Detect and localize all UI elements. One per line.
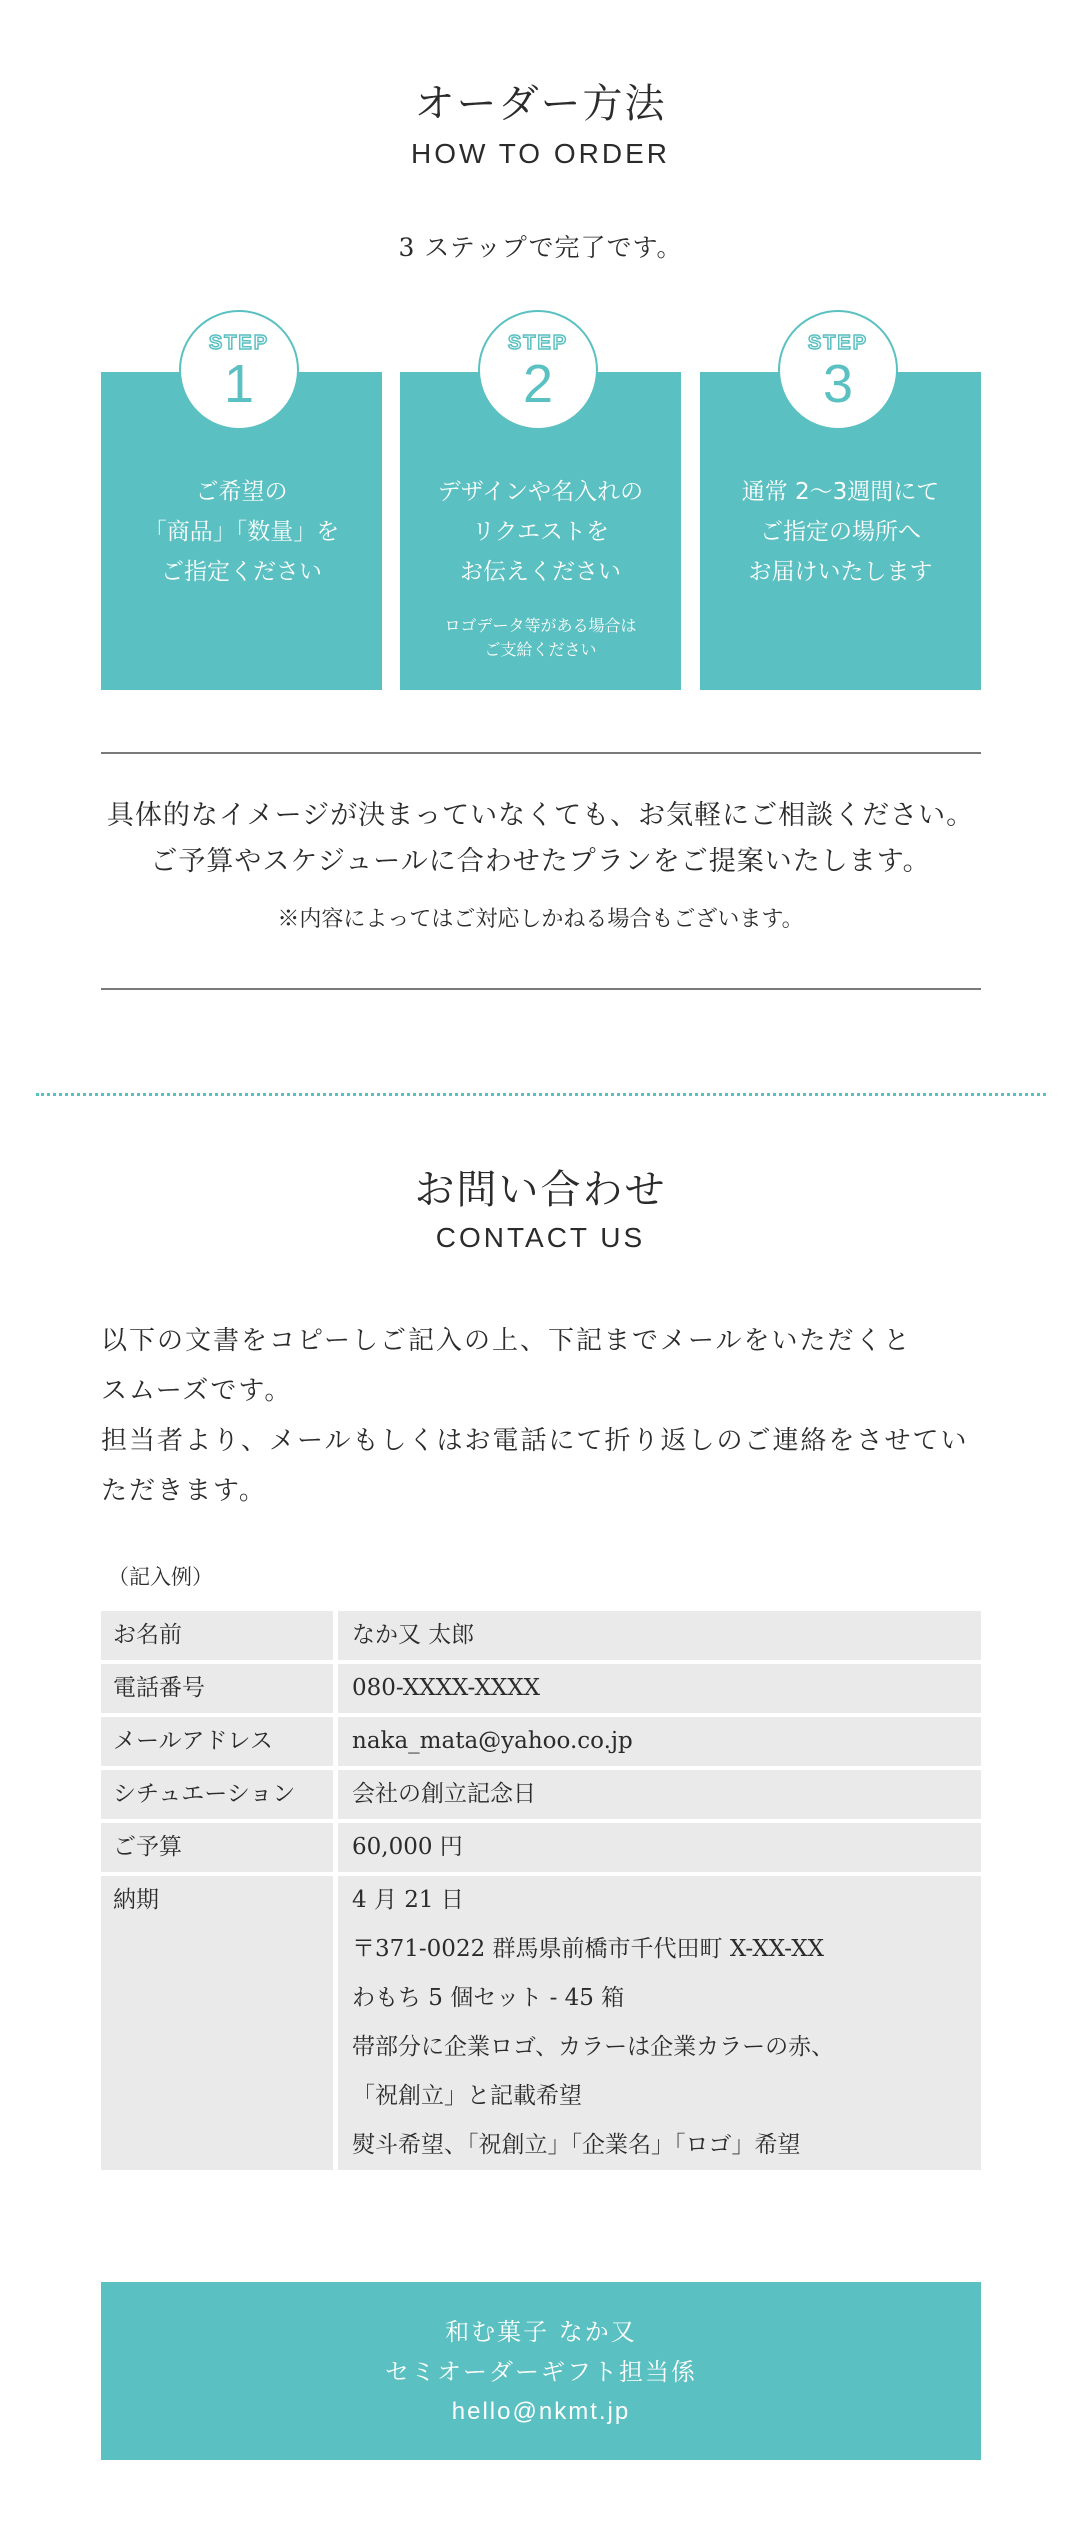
row-label: お名前 xyxy=(101,1611,338,1660)
table-row xyxy=(101,1664,981,1713)
step-card-1 xyxy=(101,332,382,690)
step-line: リクエストを xyxy=(471,519,610,545)
intro-line: ただきます。 xyxy=(101,1476,267,1506)
step-line: お伝えください xyxy=(460,559,621,585)
step-word: STEP xyxy=(208,332,270,354)
row-label: ご予算 xyxy=(101,1823,338,1872)
step-line: 通常 2〜3週間にて xyxy=(741,479,940,505)
step-badge-3 xyxy=(778,310,898,430)
example-table xyxy=(101,1607,981,2174)
intro-line: スムーズです。 xyxy=(101,1376,293,1406)
step-badge-2 xyxy=(478,310,598,430)
section-separator xyxy=(36,1093,1046,1096)
value-line: 帯部分に企業ロゴ、カラーは企業カラーの赤、 xyxy=(352,2034,835,2060)
step-card-2 xyxy=(400,332,681,690)
value-line: わもち 5 個セット - 45 箱 xyxy=(352,1985,625,2011)
row-value-multiline xyxy=(338,1876,981,2170)
step-word: STEP xyxy=(807,332,869,354)
shop-name: 和む菓子 なか又 xyxy=(445,2318,637,2346)
row-value: 080-XXXX-XXXX xyxy=(338,1664,981,1713)
contact-intro xyxy=(101,1316,991,1516)
value-line: 熨斗希望、「祝創立」「企業名」「ロゴ」希望 xyxy=(352,2132,801,2158)
example-label: （記入例） xyxy=(108,1565,213,1589)
consult-message-line: ご予算やスケジュールに合わせたプランをご提案いたします。 xyxy=(150,846,931,877)
step-description xyxy=(101,472,382,592)
contact-email-link[interactable]: hello@nkmt.jp xyxy=(451,2398,631,2425)
contact-footer xyxy=(101,2282,981,2460)
step-line: デザインや名入れの xyxy=(437,479,644,505)
table-row xyxy=(101,1717,981,1766)
intro-line: 以下の文書をコピーしご記入の上、下記までメールをいただくと xyxy=(101,1326,912,1356)
step-description xyxy=(400,472,681,592)
step-line: ご希望の xyxy=(195,479,288,505)
order-title-en: HOW TO ORDER xyxy=(411,138,670,169)
table-row xyxy=(101,1611,981,1660)
department-name: セミオーダーギフト担当係 xyxy=(385,2358,697,2386)
row-label: 納期 xyxy=(101,1876,338,2170)
step-line: ご指定の場所へ xyxy=(760,519,921,545)
order-title: オーダー方法 xyxy=(414,81,667,127)
step-line: 「商品」「数量」を xyxy=(143,519,340,545)
row-value: 60,000 円 xyxy=(338,1823,981,1872)
step-line: ご指定ください xyxy=(161,559,322,585)
step-number: 3 xyxy=(822,354,854,414)
step-number: 2 xyxy=(522,354,554,414)
consult-message-line: 具体的なイメージが決まっていなくても、お気軽にご相談ください。 xyxy=(106,800,975,831)
step-card-3 xyxy=(700,332,981,690)
step-word: STEP xyxy=(507,332,569,354)
row-value: naka_mata@yahoo.co.jp xyxy=(338,1717,981,1766)
step-description xyxy=(700,472,981,592)
step-note xyxy=(400,614,681,662)
divider xyxy=(101,752,981,754)
intro-line: 担当者より、メールもしくはお電話にて折り返しのご連絡をさせてい xyxy=(101,1426,969,1456)
value-line: 「祝創立」と記載希望 xyxy=(352,2083,582,2109)
contact-title-en: CONTACT US xyxy=(435,1222,646,1253)
step-note-line: ご支給ください xyxy=(484,640,597,659)
row-label: メールアドレス xyxy=(101,1717,338,1766)
order-subtitle: 3 ステップで完了です。 xyxy=(398,233,683,262)
table-row xyxy=(101,1770,981,1819)
contact-title: お問い合わせ xyxy=(414,1167,667,1213)
step-number: 1 xyxy=(223,354,255,414)
table-row xyxy=(101,1823,981,1872)
disclaimer-note: ※内容によってはご対応しかねる場合もございます。 xyxy=(277,907,804,932)
step-badge-1 xyxy=(179,310,299,430)
row-label: 電話番号 xyxy=(101,1664,338,1713)
row-value: なか又 太郎 xyxy=(338,1611,981,1660)
value-line: 〒371-0022 群馬県前橋市千代田町 X-XX-XX xyxy=(352,1936,824,1962)
value-line: 4 月 21 日 xyxy=(352,1887,464,1913)
row-value: 会社の創立記念日 xyxy=(338,1770,981,1819)
row-label: シチュエーション xyxy=(101,1770,338,1819)
step-line: お届けいたします xyxy=(748,559,933,585)
step-note-line: ロゴデータ等がある場合は xyxy=(444,616,637,635)
table-row xyxy=(101,1876,981,2170)
divider xyxy=(101,988,981,990)
